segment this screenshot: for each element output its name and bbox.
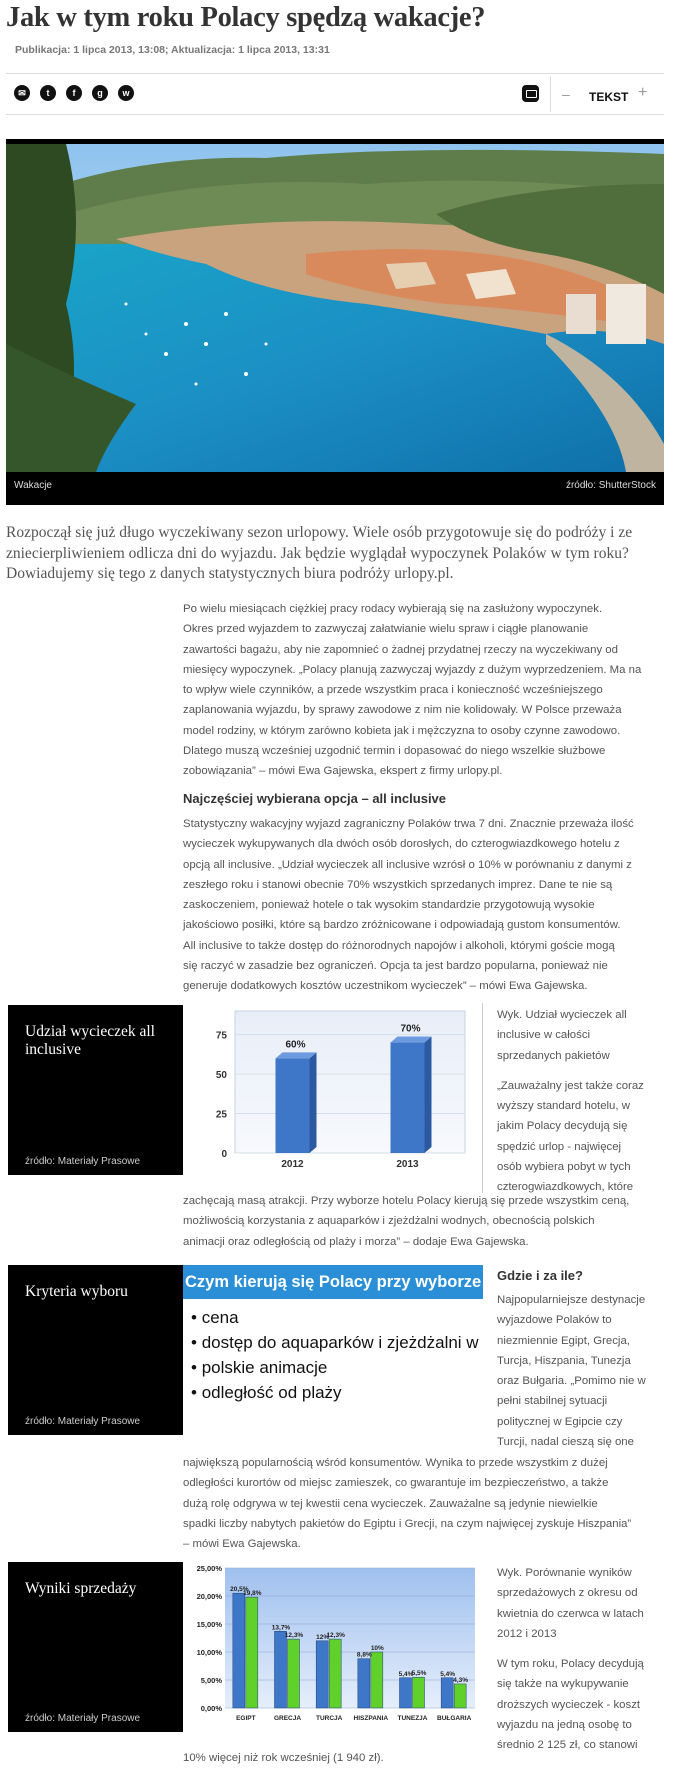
- box-source: źródło: Materiały Prasowe: [25, 1156, 141, 1167]
- criteria-item: • odległość od plaży: [191, 1383, 342, 1402]
- chart2-bar: [329, 1639, 341, 1708]
- side1-line: Wyk. Udział wycieczek all: [497, 1009, 627, 1021]
- box-source: źródło: Materiały Prasowe: [25, 1416, 141, 1427]
- chart2-data-label: 4,3%: [453, 1676, 469, 1684]
- side2-line: Najpopularniejsze destynacje: [497, 1294, 646, 1306]
- chart-divider: [482, 1003, 483, 1193]
- chart2-bar: [316, 1641, 328, 1708]
- chart1-category-label: 2013: [396, 1159, 419, 1170]
- chart1-data-label: 60%: [285, 1039, 306, 1051]
- p2-line: zeszłego roku i stanowi obecnie 70% wszystkich sprzedanych imprez. Dane te nie są: [183, 878, 613, 891]
- chart2-data-label: 12,3%: [326, 1632, 345, 1640]
- chart2-ytick: 25,00%: [196, 1564, 222, 1573]
- side1-line: sprzedanych pakietów: [497, 1049, 610, 1062]
- p1-line: zawartości bagażu, aby nie zapomnieć o żadnej przydatnej rzeczy na wyczekiwany od: [183, 643, 618, 656]
- publication-meta: Publikacja: 1 lipca 2013, 13:08; Aktualizacja: 1 lipca 2013, 13:31: [15, 44, 330, 56]
- criteria-item-text: polskie animacje: [201, 1358, 328, 1377]
- chart2-ytick: 10,00%: [196, 1648, 222, 1657]
- p2-line: Statystyczny wakacyjny wyjazd zagraniczny Polaków trwa 7 dni. Znacznie przeważa ilość: [183, 818, 634, 830]
- sidebar-text-2: [497, 1290, 675, 1452]
- side1-line: spędzić urlop - najwięcej: [497, 1140, 622, 1153]
- chart2-ytick: 15,00%: [196, 1620, 222, 1629]
- spacer: [497, 1644, 677, 1654]
- chart2-category-label: HISZPANIA: [353, 1715, 389, 1722]
- chart2-bar: [233, 1593, 245, 1708]
- mail-icon[interactable]: ✉: [14, 85, 30, 101]
- hero-caption: Wakacje: [14, 480, 52, 491]
- box-source: źródło: Materiały Prasowe: [25, 1713, 141, 1724]
- side1-line: inclusive w całości: [497, 1029, 591, 1042]
- chart1-bar-top: [276, 1052, 317, 1058]
- article-title: Jak w tym roku Polacy spędzą wakacje?: [6, 2, 486, 33]
- side1-line: osób wybiera pobyt w tych: [497, 1161, 631, 1174]
- p4-line: największą popularnością wśród konsumentów. Wynika to przede wszystkim z dużej: [183, 1457, 608, 1469]
- print-icon[interactable]: [522, 85, 539, 102]
- side3-line: kwietnia do czerwca w latach: [497, 1607, 644, 1620]
- p3-line: animacji oraz odległością od plaży i morza” – dodaje Ewa Gajewska.: [183, 1235, 529, 1248]
- p1-line: to wpływ wiele czynników, a przede wszystkim praca i konieczność wcześniejszego: [183, 684, 603, 697]
- article-lead: Rozpoczął się już długo wyczekiwany sezon urlopowy. Wiele osób przygotowuje się do podróży i ze zniecierpliwieniem odlicza dni do wyjazdu. Jak będzie wyglądał wypoczynek Polaków w tym roku? Dowiadujemy się tego z danych statystycznych biura podróży urlopy.pl.: [6, 524, 633, 582]
- chart2-ytick: 20,00%: [196, 1592, 222, 1601]
- criteria-item-text: dostęp do aquaparków i zjeżdżalni w: [201, 1333, 479, 1352]
- chart2-bar: [371, 1652, 383, 1708]
- side2-line: Turcja, Hiszpania, Tunezja: [497, 1354, 631, 1367]
- p1-line: Dlatego muszą wcześniej uzgodnić termin i dopasować do niego wszelkie służbowe: [183, 745, 606, 758]
- p1-line: miesięcy wypoczynek. „Polacy planują zazwyczaj wyjazdy z dużym wyprzedzeniem. Ma na: [183, 663, 642, 676]
- side1-line: czterogwiazdkowych, które: [497, 1181, 634, 1194]
- spacer: [497, 1066, 672, 1076]
- toolbar-divider: [550, 76, 551, 112]
- wykop-icon[interactable]: w: [118, 85, 134, 101]
- side2-line: Turcji, nadal cieszą się one: [497, 1436, 634, 1449]
- chart1-bar: [391, 1043, 425, 1153]
- p2-line: opcją all inclusive. „Udział wycieczek all inclusive wzrósł o 10% w porównaniu z danymi z: [183, 858, 632, 871]
- chart2-bar: [400, 1678, 412, 1708]
- section-heading-gdzie: Gdzie i za ile?: [497, 1268, 583, 1283]
- chart2-bar: [275, 1631, 287, 1708]
- p1-line: Po wielu miesiącach ciężkiej pracy rodacy wybierają się na zasłużony wypoczynek.: [183, 603, 603, 615]
- criteria-item-text: odległość od plaży: [201, 1383, 342, 1402]
- side3-line: Wyk. Porównanie wyników: [497, 1567, 632, 1579]
- chart2-category-label: EGIPT: [236, 1715, 256, 1722]
- p2-line: All inclusive to także dostęp do różnorodnych napojów i alkoholi, którymi goście mogą: [183, 939, 615, 952]
- facebook-icon[interactable]: f: [66, 85, 82, 101]
- section-heading-all-inclusive: Najczęściej wybierana opcja – all inclusive: [183, 791, 447, 806]
- side2-line: niezmiennie Egipt, Grecja,: [497, 1334, 630, 1347]
- criteria-item-text: cena: [201, 1308, 239, 1327]
- side3-line: W tym roku, Polacy decydują: [497, 1658, 644, 1671]
- text-size-label: TEKST: [589, 90, 629, 104]
- chart2-category-label: TUNEZJA: [397, 1715, 428, 1722]
- chart2-data-label: 5,4%: [440, 1670, 456, 1678]
- criteria-item: • dostęp do aquaparków i zjeżdżalni w: [191, 1333, 479, 1352]
- chart2-data-label: 12%: [316, 1633, 330, 1641]
- increase-text-button[interactable]: +: [638, 84, 648, 101]
- p1-line: Okres przed wyjazdem to zazwyczaj załatwianie wielu spraw i ciągłe planowanie: [183, 623, 589, 636]
- paragraph-2: [183, 814, 673, 997]
- side3-line: się także na wykupywanie: [497, 1678, 629, 1691]
- chart2-plot-area: [225, 1568, 475, 1708]
- paragraph-3: [183, 1191, 673, 1252]
- google-plus-icon[interactable]: g: [92, 85, 108, 101]
- side1-line: „Zauważalny jest także coraz: [497, 1079, 644, 1092]
- chart2-bar: [413, 1677, 425, 1708]
- chart2-bar: [358, 1659, 370, 1708]
- toolbar-bottom-rule: [6, 114, 664, 115]
- chart1-bar-top: [391, 1037, 432, 1043]
- chart1-ytick: 50: [215, 1070, 227, 1082]
- side3-line: droższych wycieczek - koszt: [497, 1698, 641, 1711]
- side3-line: wyjazdu na jedną osobę to: [497, 1719, 632, 1732]
- p4-line: dużą rolę odgrywa w tej kwestii cena wycieczek. Zauważalne są jedynie niewielkie: [183, 1497, 598, 1510]
- box-title: Wyniki sprzedaży: [25, 1580, 137, 1597]
- chart2-bar: [288, 1639, 300, 1708]
- decrease-text-button[interactable]: –: [562, 86, 570, 102]
- paragraph-5: 10% więcej niż rok wcześniej (1 940 zł).: [183, 1752, 384, 1764]
- side2-line: politycznej w Egipcie czy: [497, 1415, 623, 1428]
- chart2-data-label: 19,8%: [243, 1590, 262, 1598]
- chart1-ytick: 75: [215, 1030, 227, 1042]
- gallery-box-criteria[interactable]: [8, 1265, 183, 1435]
- side3-line: sprzedażowych z okresu od: [497, 1587, 638, 1600]
- p3-line: możliwością korzystania z aquaparków i zjeżdżalni wodnych, obecnością polskich: [183, 1215, 595, 1228]
- chart1-data-label: 70%: [400, 1023, 421, 1035]
- chart2-data-label: 13,7%: [271, 1624, 291, 1632]
- criteria-heading: Czym kierują się Polacy przy wyborze: [183, 1265, 483, 1299]
- side2-line: wyjazdowe Polaków to: [497, 1314, 612, 1327]
- chart2-category-label: GRECJA: [273, 1715, 302, 1722]
- p4-line: odległości kurortów od miejsc zamieszek, co gwarantuje im bezpieczeństwo, a także: [183, 1477, 609, 1490]
- hero-source: źródło: ShutterStock: [565, 480, 656, 491]
- box-title: Kryteria wyboru: [25, 1283, 128, 1300]
- chart2-bar: [441, 1678, 453, 1708]
- chart2-data-label: 12,3%: [284, 1632, 304, 1640]
- sales-comparison-chart: [183, 1562, 483, 1730]
- gallery-box-sales[interactable]: [8, 1562, 183, 1732]
- hero-photo: [6, 139, 664, 505]
- p1-line: zobowiązania” – mówi Ewa Gajewska, ekspert z firmy urlopy.pl.: [183, 765, 503, 778]
- p4-line: – mówi Ewa Gajewska.: [183, 1538, 301, 1551]
- p2-line: wycieczek wykupywanych dla dwóch osób dorosłych, do czterogwiazdkowego hotelu z: [183, 838, 620, 851]
- twitter-icon[interactable]: t: [40, 85, 56, 101]
- chart2-data-label: 10%: [370, 1645, 384, 1652]
- p2-line: zaskoczeniem, ponieważ hotele o tak wysokim standardzie przygotowują wysokie: [183, 899, 595, 912]
- chart2-data-label: 5,4%: [398, 1670, 414, 1678]
- side2-line: pełni stabilnej sytuacji: [497, 1395, 608, 1408]
- p4-line: spadki liczby nabytych pakietów do Egiptu i Grecji, na czym najwięcej zyskuje Hiszpania”: [183, 1517, 632, 1530]
- chart2-ytick: 5,00%: [200, 1676, 222, 1685]
- gallery-box-all-inclusive[interactable]: [8, 1005, 183, 1175]
- p1-line: zaplanowania wyjazdu, by sprawy zawodowe z nim nie kolidowały. W Polsce przeważa: [183, 704, 622, 717]
- criteria-item: • cena: [191, 1308, 239, 1327]
- p2-line: jakościowo posiłki, które są bardzo zróżnicowane i odpowiadają gustom konsumentów.: [183, 919, 621, 932]
- p2-line: się raczyć w zasadzie bez ograniczeń. Opcja ta jest bardzo popularna, ponieważ nie: [183, 960, 608, 973]
- chart2-category-label: TURCJA: [315, 1715, 343, 1722]
- coastal-town-illustration: [6, 144, 664, 472]
- box-title: Udział wycieczek all inclusive: [25, 1023, 155, 1058]
- side3-line: średnio 2 125 zł, co stanowi: [497, 1739, 638, 1752]
- toolbar-top-rule: [6, 73, 664, 74]
- sidebar-text-3: [497, 1563, 677, 1756]
- p1-line: model rodziny, w którym zarówno kobieta jak i mężczyzna to osoby czynne zawodowo.: [183, 724, 621, 737]
- chart2-data-label: 20,5%: [230, 1586, 249, 1594]
- chart1-bar-side: [310, 1052, 317, 1153]
- criteria-slide: [183, 1265, 483, 1435]
- chart1-category-label: 2012: [281, 1159, 304, 1170]
- chart2-data-label: 8,8%: [356, 1651, 372, 1659]
- chart2-ytick: 0,00%: [200, 1704, 222, 1713]
- side3-line: 2012 i 2013: [497, 1627, 557, 1640]
- paragraph-1: [183, 599, 673, 782]
- p2-line: generuje dodatkowych kosztów uczestnikom wycieczek” – mówi Ewa Gajewska.: [183, 980, 588, 993]
- side1-line: jakim Polacy decydują się: [497, 1120, 628, 1133]
- chart1-ytick: 0: [221, 1149, 227, 1160]
- chart1-bar: [276, 1058, 310, 1153]
- all-inclusive-chart: [198, 1003, 480, 1175]
- chart2-bar: [454, 1684, 466, 1708]
- side2-line: oraz Bułgaria. „Pomimo nie w: [497, 1375, 646, 1388]
- chart1-bar-side: [425, 1037, 432, 1153]
- chart1-ytick: 25: [215, 1109, 227, 1121]
- chart2-category-label: BUŁGARIA: [437, 1715, 472, 1722]
- chart2-bar: [246, 1597, 258, 1708]
- side1-line: wyższy standard hotelu, w: [497, 1100, 630, 1113]
- p3-line: zachęcają masą atrakcji. Przy wyborze hotelu Polacy kierują się przede wszystkim ceną,: [183, 1195, 630, 1207]
- sidebar-text-1: [497, 1005, 672, 1198]
- paragraph-4: [183, 1453, 678, 1554]
- criteria-item: • polskie animacje: [191, 1358, 328, 1377]
- criteria-list: [183, 1305, 483, 1405]
- chart2-data-label: 5,5%: [411, 1670, 427, 1678]
